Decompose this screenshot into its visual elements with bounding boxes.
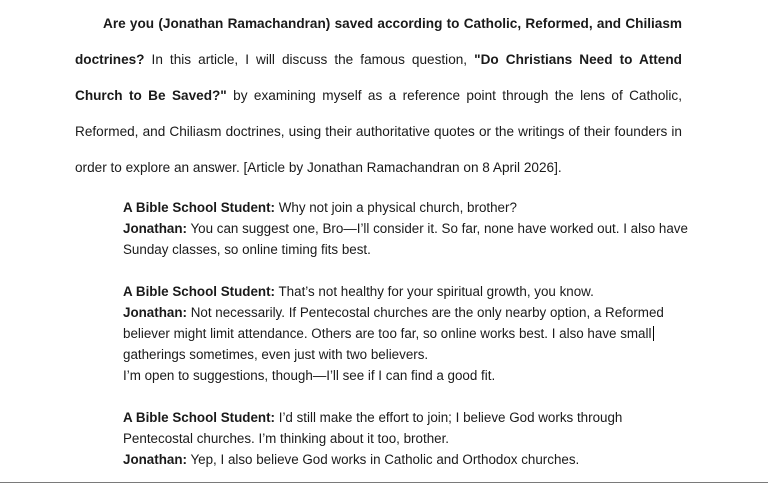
page-bottom-border [0,482,768,483]
speech-text: Not necessarily. If Pentecostal churches are the only nearby option, a Reformed [186,305,664,320]
speaker-student: A Bible School Student: [123,200,276,215]
intro-body-1: In this article, I will discuss the famous question, [144,52,475,67]
intro-paragraph [75,6,682,186]
intro-text [75,6,682,186]
intro-famous-question: "Do Christians Need to Attend Church to Be Saved?" [75,52,682,103]
speech-text: That’s not healthy for your spiritual growth, you know. [275,284,594,299]
dialogue-line: Pentecostal churches. I’m thinking about it too, brother. [123,431,450,446]
dialogue-line: I’m open to suggestions, though—I’ll see if I can find a good fit. [123,368,496,383]
speech-text: I’d still make the effort to join; I believe God works through [275,410,623,425]
speech-text: Why not join a physical church, brother? [275,200,517,215]
dialogue-line [123,323,703,344]
intro-body-2: by examining myself as a reference point through the lens of Catholic, Reformed, and Chiliasm doctrines, using their authoritative quotes or the writings of their founders in order to explore an answer. [Article by Jonathan Ramachandran on 8 April 2026]. [75,88,683,175]
speaker-student: A Bible School Student: [123,284,276,299]
dialogue-section [123,197,703,491]
dialogue-line: gatherings sometimes, even just with two believers. [123,347,429,362]
speaker-jonathan: Jonathan: [123,305,187,320]
dialogue-exchange-3 [123,407,703,470]
dialogue-line [123,197,703,218]
dialogue-line [123,302,703,323]
speaker-jonathan: Jonathan: [123,221,187,236]
speech-text: You can suggest one, Bro—I’ll consider it. So far, none have worked out. I also have [186,221,688,236]
text-cursor [653,326,654,341]
dialogue-line [123,281,703,302]
speaker-jonathan: Jonathan: [123,452,187,467]
dialogue-line: Sunday classes, so online timing fits best. [123,242,371,257]
speech-text: believer might limit attendance. Others are too far, so online works best. I also have small [123,326,652,341]
dialogue-line [123,449,703,470]
speaker-student: A Bible School Student: [123,410,276,425]
dialogue-line [123,218,703,239]
dialogue-line [123,407,703,428]
intro-question: Are you (Jonathan Ramachandran) saved according to Catholic, Reformed, and Chiliasm doctrines? [75,16,682,67]
dialogue-exchange-1 [123,197,703,260]
speech-text: Yep, I also believe God works in Catholic and Orthodox churches. [186,452,580,467]
dialogue-exchange-2 [123,281,703,386]
